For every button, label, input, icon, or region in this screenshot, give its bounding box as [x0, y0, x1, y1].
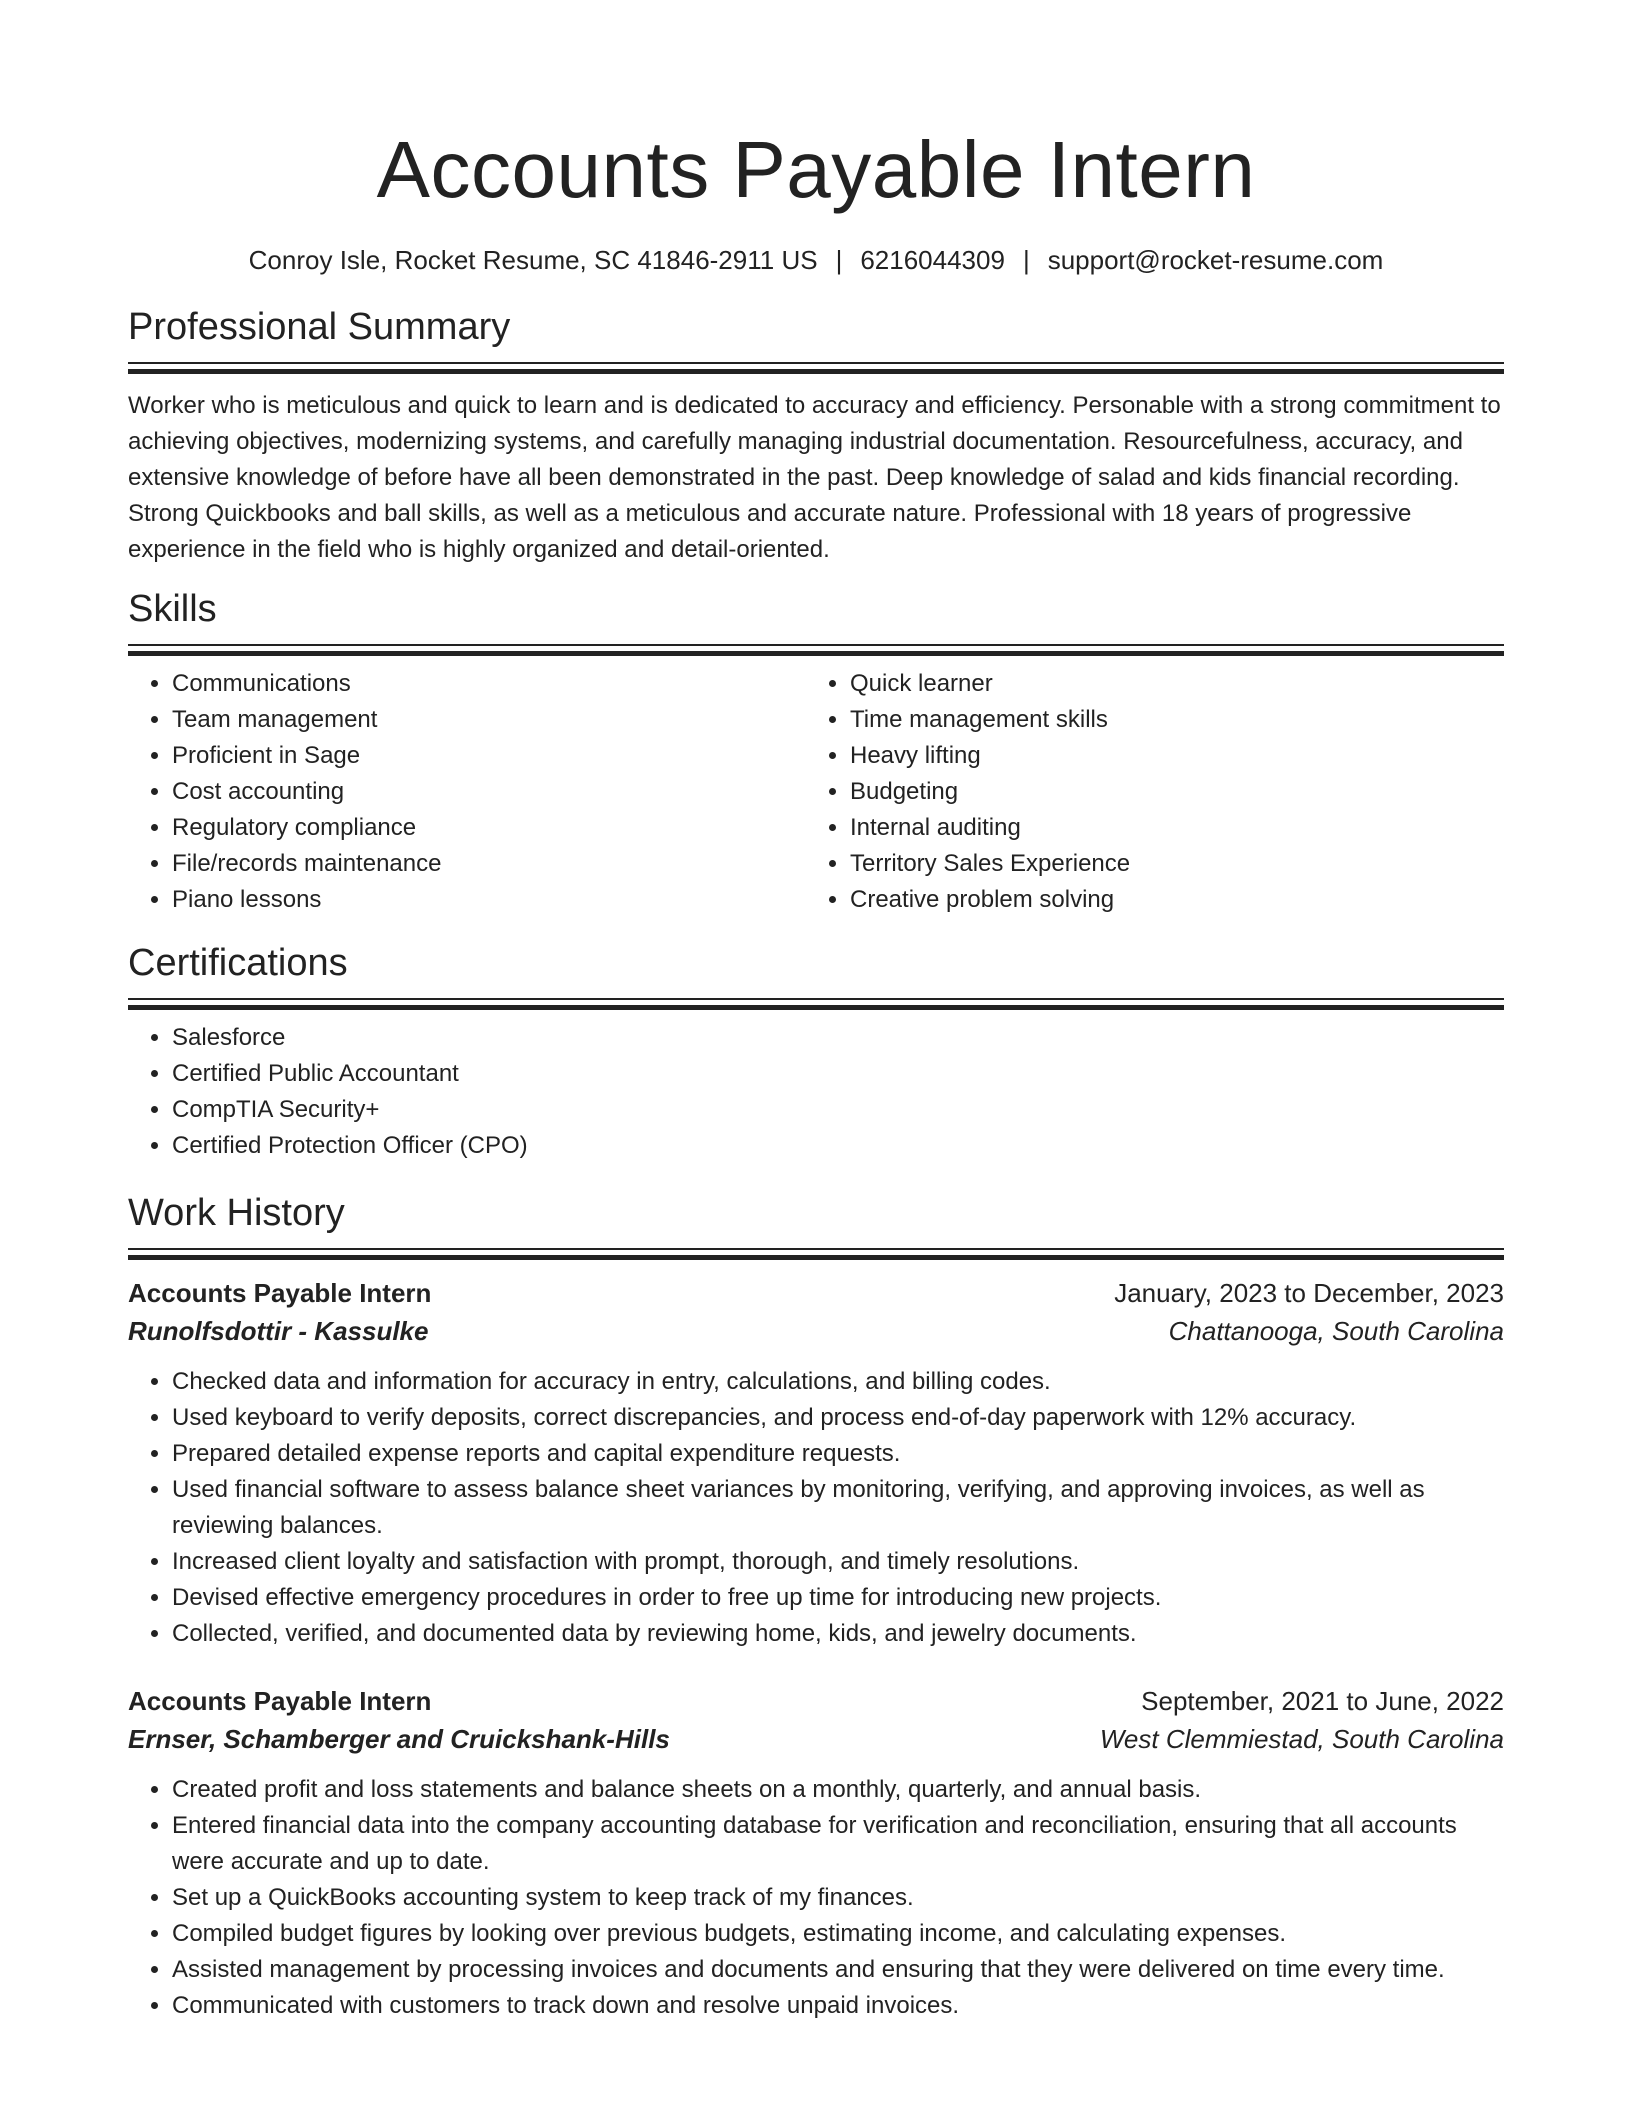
- job-bullet: • Assisted management by processing invoices and documents and ensuring that they were delivered on time every time.: [172, 1952, 1504, 1988]
- job-bullet: • Set up a QuickBooks accounting system to keep track of my finances.: [172, 1880, 1504, 1916]
- contact-phone: 6216044309: [860, 245, 1005, 275]
- section-title-skills: Skills: [128, 588, 217, 630]
- skill-item: • Cost accounting: [172, 774, 806, 810]
- contact-separator: |: [835, 245, 843, 275]
- skills-list-left: [128, 666, 806, 918]
- certifications-list: [128, 1020, 1504, 1164]
- certification-item: • Salesforce: [172, 1020, 1504, 1056]
- job-dates: January, 2023 to December, 2023: [1114, 1278, 1504, 1308]
- skill-item: • Creative problem solving: [850, 882, 1484, 918]
- job-bullet: • Used keyboard to verify deposits, correct discrepancies, and process end-of-day paperwork with 12% accuracy.: [172, 1400, 1504, 1436]
- skill-item: • File/records maintenance: [172, 846, 806, 882]
- skills-section: [128, 586, 1504, 918]
- section-divider: [128, 998, 1504, 1010]
- job-bullet: • Entered financial data into the company accounting database for verification and reconciliation, ensuring that all accounts were accurate and up to date.: [172, 1808, 1504, 1880]
- job-bullet: • Devised effective emergency procedures in order to free up time for introducing new projects.: [172, 1580, 1504, 1616]
- job-company: Runolfsdottir - Kassulke: [128, 1316, 429, 1346]
- job-entry: [128, 1682, 1504, 2024]
- job-title: Accounts Payable Intern: [128, 1686, 432, 1716]
- job-dates: September, 2021 to June, 2022: [1141, 1686, 1504, 1716]
- job-bullet: • Used financial software to assess balance sheet variances by monitoring, verifying, and approving invoices, as well as reviewing balances.: [172, 1472, 1504, 1544]
- contact-separator: |: [1022, 245, 1030, 275]
- certifications-section: [128, 940, 1504, 1164]
- section-title-summary: Professional Summary: [128, 306, 511, 348]
- summary-text: Worker who is meticulous and quick to learn and is dedicated to accuracy and efficiency. Personable with a strong commitment to achieving objectives, modernizing systems, and carefully managing industrial documentation. Resourcefulness, accuracy, and extensive knowledge of before have all been demonstrated in the past. Deep knowledge of salad and kids financial recording. Strong Quickbooks and ball skills, as well as a meticulous and accurate nature. Professional with 18 years of progressive experience in the field who is highly organized and detail-oriented.: [128, 392, 1501, 563]
- contact-email: support@rocket-resume.com: [1047, 245, 1384, 275]
- skill-item: • Budgeting: [850, 774, 1484, 810]
- skills-columns: [128, 666, 1504, 918]
- job-bullet: • Communicated with customers to track down and resolve unpaid invoices.: [172, 1988, 1504, 2024]
- job-location: West Clemmiestad, South Carolina: [1099, 1724, 1504, 1754]
- job-header-row: [128, 1682, 1504, 1720]
- skill-item: • Regulatory compliance: [172, 810, 806, 846]
- job-subheader-row: [128, 1720, 1504, 1758]
- job-bullet: • Checked data and information for accuracy in entry, calculations, and billing codes.: [172, 1364, 1504, 1400]
- job-title: Accounts Payable Intern: [128, 1278, 432, 1308]
- skill-item: • Piano lessons: [172, 882, 806, 918]
- skills-list-right: [806, 666, 1484, 918]
- skill-item: • Communications: [172, 666, 806, 702]
- summary-section: [128, 304, 1504, 568]
- certification-item: • CompTIA Security+: [172, 1092, 1504, 1128]
- section-title-certifications: Certifications: [128, 942, 348, 984]
- contact-address: Conroy Isle, Rocket Resume, SC 41846-2911 US: [248, 245, 818, 275]
- certification-item: • Certified Protection Officer (CPO): [172, 1128, 1504, 1164]
- job-bullet: • Created profit and loss statements and balance sheets on a monthly, quarterly, and annual basis.: [172, 1772, 1504, 1808]
- skill-item: • Team management: [172, 702, 806, 738]
- job-location: Chattanooga, South Carolina: [1168, 1316, 1504, 1346]
- job-header-row: [128, 1274, 1504, 1312]
- job-bullet: • Collected, verified, and documented data by reviewing home, kids, and jewelry documents.: [172, 1616, 1504, 1652]
- job-bullets: [128, 1772, 1504, 2024]
- skill-item: • Territory Sales Experience: [850, 846, 1484, 882]
- section-divider: [128, 644, 1504, 656]
- skill-item: • Internal auditing: [850, 810, 1484, 846]
- job-subheader-row: [128, 1312, 1504, 1350]
- job-entry: [128, 1274, 1504, 1652]
- section-divider: [128, 1248, 1504, 1260]
- contact-line: [128, 244, 1504, 276]
- skill-item: • Heavy lifting: [850, 738, 1484, 774]
- skill-item: • Time management skills: [850, 702, 1484, 738]
- skill-item: • Quick learner: [850, 666, 1484, 702]
- section-divider: [128, 362, 1504, 374]
- job-bullet: • Increased client loyalty and satisfaction with prompt, thorough, and timely resolutions.: [172, 1544, 1504, 1580]
- job-bullet: • Prepared detailed expense reports and capital expenditure requests.: [172, 1436, 1504, 1472]
- job-bullets: [128, 1364, 1504, 1652]
- work-history-section: [128, 1190, 1504, 2024]
- resume-name: Accounts Payable Intern: [376, 125, 1256, 214]
- resume-page: [128, 0, 1504, 2024]
- section-title-work-history: Work History: [128, 1192, 345, 1234]
- certification-item: • Certified Public Accountant: [172, 1056, 1504, 1092]
- skill-item: • Proficient in Sage: [172, 738, 806, 774]
- job-company: Ernser, Schamberger and Cruickshank-Hills: [128, 1724, 670, 1754]
- job-bullet: • Compiled budget figures by looking over previous budgets, estimating income, and calculating expenses.: [172, 1916, 1504, 1952]
